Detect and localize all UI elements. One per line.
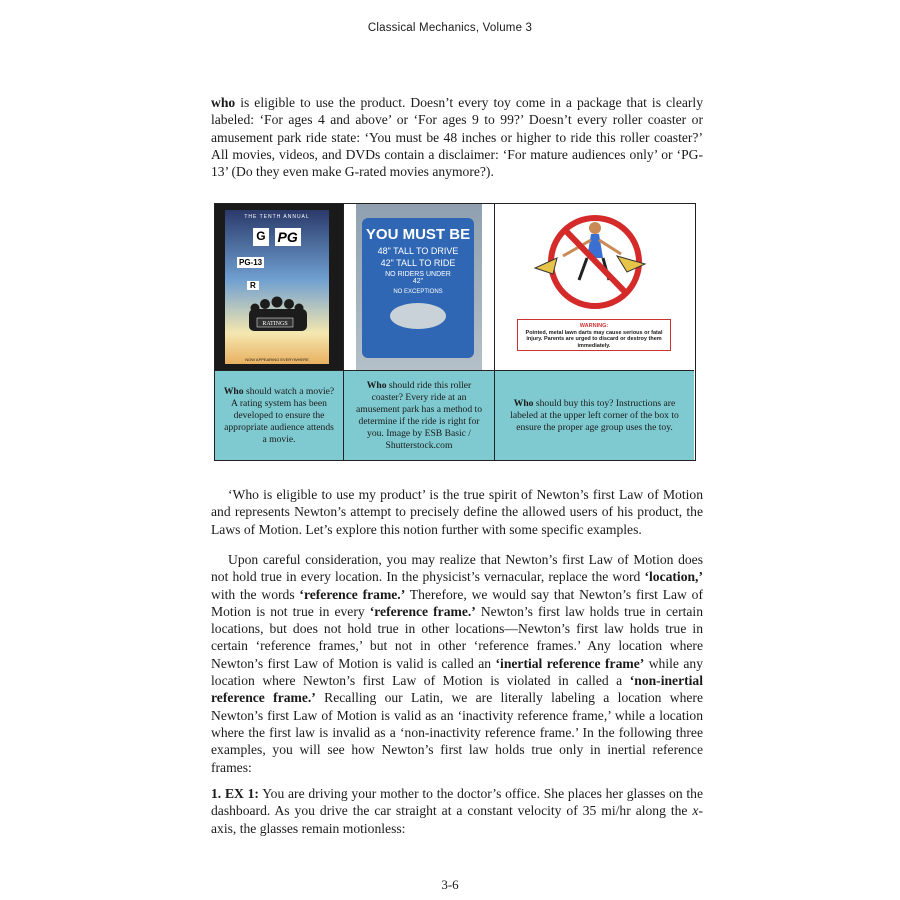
warning-text: Pointed, metal lawn darts may cause serious or fatal injury. Parents are urged to discard or destroy them immediately. [525, 329, 663, 349]
movie-poster-image [215, 204, 343, 370]
caption-text: should watch a movie? A rating system has been developed to ensure the appropriate audience attends a movie. [224, 385, 335, 445]
no-lawn-darts-icon [495, 208, 694, 318]
g-rating-badge: G [253, 228, 268, 246]
bold-term: ‘inertial reference frame’ [495, 655, 645, 671]
figure-cell-toy [495, 204, 694, 460]
paragraph-example-1 [211, 785, 703, 837]
svg-text:RATINGS: RATINGS [262, 321, 288, 327]
bold-term: ‘location,’ [644, 569, 703, 585]
paragraph-text: is eligible to use the product. Doesn’t every toy come in a package that is clearly labeled: ‘For ages 4 and above’ or ‘For ages 9 to 99?’ Doesn’t every roller coaster or amusement park ride state: ‘You must be 48 inches or higher to ride this roller coaster?’ All movies, videos, and DVDs contain a disclaimer: ‘For mature audiences only’ or ‘PG-13’ (Do they even make G-rated movies anymore?). [211, 95, 703, 180]
paragraph-text: Therefore, we would say that Newton’s first Law of Motion is not true in every [211, 586, 704, 619]
figure-cell-movie [215, 204, 344, 460]
bold-term: ‘reference frame.’ [369, 603, 476, 619]
warning-label [517, 319, 671, 351]
paragraph-text: -axis, the glasses remain motionless: [211, 803, 703, 836]
caption-bold: Who [223, 385, 244, 397]
coaster-sign-image [356, 204, 482, 370]
figure-cell-coaster [344, 204, 495, 460]
italic-variable: x [692, 803, 699, 819]
bold-term: ‘non-inertial reference frame.’ [211, 673, 703, 706]
poster-bottom-text: NOW APPEARING EVERYWHERE [245, 357, 309, 362]
sign-cutout [390, 303, 446, 329]
paragraph-text: You are driving your mother to the doctor’s office. She places her glasses on the dashboard. As you drive the car straight at a constant velocity of 35 mi/hr along the [211, 786, 703, 819]
sign-line-4: NO RIDERS UNDER 42" [385, 271, 451, 285]
pg13-rating-badge: PG-13 [239, 258, 263, 267]
paragraph-text: Upon careful consideration, you may realize that Newton’s first Law of Motion does not hold true in every location. In the physicist’s vernacular, replace the word [211, 552, 703, 585]
example-label: 1. EX 1: [211, 786, 259, 801]
paragraph-text: with the words [211, 586, 300, 602]
bold-term: ‘reference frame.’ [299, 586, 406, 602]
sign-line-1: YOU MUST BE [365, 226, 471, 243]
paragraph-text: Recalling our Latin, we are literally labeling a location where Newton’s first Law of Motion is valid as an ‘inactivity reference frame,’ while a location where the first law is invalid as a ‘non-inactivity reference frame.’ In the following three examples, you will see how Newton’s first law holds true only in inertial reference frames: [211, 690, 703, 775]
caption-bold: Who [366, 379, 387, 391]
caption-text: should ride this roller coaster? Every ride at an amusement park has a method to determine if the ride is right for you. Image by ESB Basic / Shutterstock.com [355, 379, 483, 451]
r-rating-badge: R [247, 281, 259, 290]
sign-line-5: NO EXCEPTIONS [393, 289, 443, 295]
height-sign [362, 218, 474, 358]
caption-movie [215, 370, 343, 460]
paragraph-text: while any location where Newton’s first Law of Motion is violated in called a [211, 655, 703, 689]
caption-coaster [344, 370, 494, 460]
caption-bold: Who [513, 397, 534, 409]
audience-silhouette-icon [225, 290, 329, 340]
paragraph-spirit: ‘Who is eligible to use my product’ is the true spirit of Newton’s first Law of Motion and represents Newton’s attempt to precisely define the allowed users of his product, the Laws of Motion. Let’s explore this notion further with some specific examples. [211, 487, 703, 537]
lawn-dart-image [495, 204, 694, 370]
pg-rating-badge: PG [275, 228, 301, 246]
running-header: Classical Mechanics, Volume 3 [367, 22, 533, 34]
paragraph-intro [211, 94, 703, 180]
poster-top-text: THE TENTH ANNUAL [244, 214, 310, 220]
warning-title: WARNING: [579, 323, 609, 329]
page-number: 3-6 [441, 877, 459, 892]
sign-line-3: 42" TALL TO RIDE [380, 258, 456, 268]
caption-toy [495, 370, 694, 460]
caption-text: should buy this toy? Instructions are labeled at the upper left corner of the box to ensure the proper age group uses the toy. [510, 397, 679, 433]
sign-line-2: 48" TALL TO DRIVE [377, 246, 459, 256]
ratings-poster [225, 210, 329, 364]
bold-text: who [211, 95, 236, 110]
figure-panel [214, 203, 696, 461]
paragraph-text: Newton’s first law holds true in certain locations, but does not hold true in other locations—Newton’s first law holds true in certain ‘reference frames,’ but not in other ‘reference frames.’ Any location where Newton’s first Law of Motion is valid is called an [211, 603, 703, 671]
paragraph-reference-frames [211, 551, 703, 776]
